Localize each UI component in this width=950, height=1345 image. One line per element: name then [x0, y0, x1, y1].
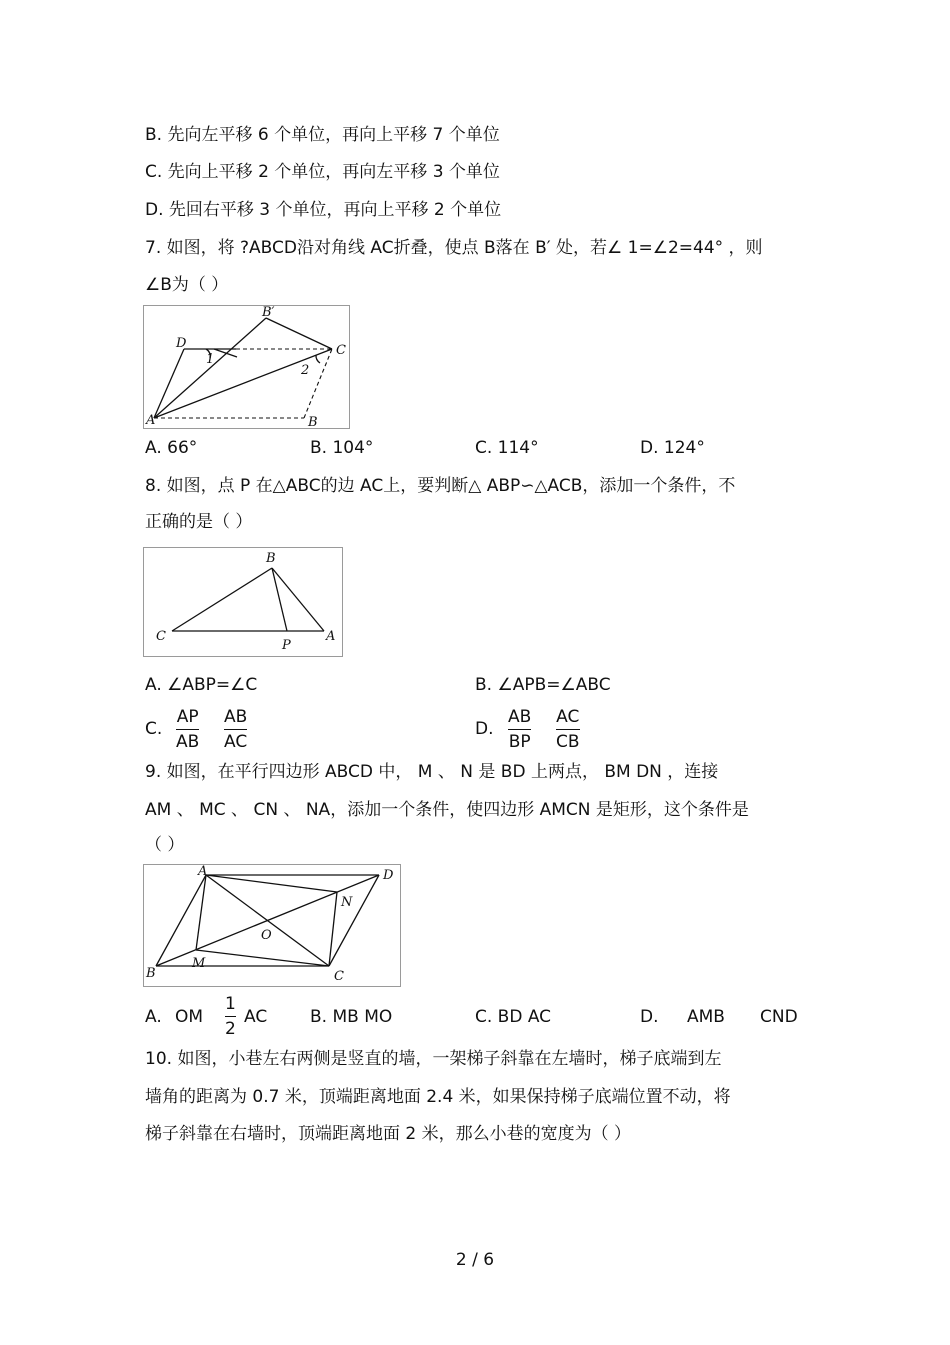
q8-option-a: A. ∠ABP=∠C [145, 675, 258, 695]
q7-label-angle2: 2 [301, 363, 310, 378]
q9-option-d-prefix: D. [640, 1007, 659, 1027]
frac-bar [225, 1016, 236, 1017]
q8-label-c: C [156, 629, 166, 644]
frac-bar [508, 729, 531, 730]
q9-option-d-amb: AMB [687, 1007, 725, 1027]
q7-label-bprime: B′ [262, 306, 275, 320]
q8-option-d-frac1 [508, 707, 531, 752]
q8-option-c-frac2 [224, 707, 247, 752]
option-b-prev: B. 先向左平移 6 个单位，再向上平移 7 个单位 [145, 125, 500, 145]
option-c-prev: C. 先向上平移 2 个单位，再向左平移 3 个单位 [145, 162, 500, 182]
q7-option-a: A. 66° [145, 438, 198, 458]
q8-label-p: P [282, 638, 291, 653]
q8-option-c-prefix: C. [145, 719, 163, 739]
q9-label-d: D [383, 868, 394, 883]
q8-text-line1: 8. 如图，点 P 在△ABC的边 AC上，要判断△ ABP∽△ACB，添加一个条件，不 [145, 476, 736, 496]
q8-option-d-prefix: D. [475, 719, 494, 739]
q10-text-line2: 墙角的距离为 0.7 米，顶端距离地面 2.4 米，如果保持梯子底端位置不动，将 [145, 1087, 731, 1107]
q10-text-line3: 梯子斜靠在右墙时，顶端距离地面 2 米，那么小巷的宽度为（ ） [145, 1124, 632, 1144]
q9-figure [143, 864, 401, 987]
q9-option-a-prefix: A. [145, 1007, 162, 1027]
q7-text-line2: ∠B为（ ） [145, 275, 229, 295]
frac-den: AC [224, 732, 248, 752]
page-number: 2 / 6 [455, 1250, 495, 1270]
frac-num: 1 [225, 994, 236, 1014]
q8-option-b: B. ∠APB=∠ABC [475, 675, 611, 695]
frac-num: AB [508, 707, 532, 727]
q8-label-a: A [326, 629, 336, 644]
q7-option-c: C. 114° [475, 438, 539, 458]
option-d-prev: D. 先回右平移 3 个单位，再向上平移 2 个单位 [145, 200, 502, 220]
frac-den: BP [508, 732, 531, 752]
q9-option-a-ac: AC [244, 1007, 268, 1027]
q7-label-c: C [336, 343, 346, 358]
q7-label-angle1: 1 [206, 352, 215, 367]
frac-den: CB [556, 732, 580, 752]
frac-bar [176, 729, 199, 730]
q9-diagram [144, 865, 400, 986]
q7-label-b: B [308, 415, 318, 428]
q9-option-a-half [225, 994, 236, 1039]
q9-option-c: C. BD AC [475, 1007, 552, 1027]
q8-option-c-frac1 [176, 707, 199, 752]
q9-label-c: C [334, 969, 344, 984]
q7-option-d: D. 124° [640, 438, 705, 458]
frac-num: AP [176, 707, 199, 727]
q9-option-a-om: OM [175, 1007, 204, 1027]
q9-text-line3: （ ） [145, 835, 185, 855]
q8-text-line2: 正确的是（ ） [145, 512, 253, 532]
q8-figure [143, 547, 343, 657]
frac-num: AC [556, 707, 580, 727]
frac-bar [556, 729, 580, 730]
q7-text-line1: 7. 如图，将 ?ABCD沿对角线 AC折叠，使点 B落在 B′ 处，若∠ 1=∠2=44° ，则 [145, 238, 763, 258]
q10-text-line1: 10. 如图，小巷左右两侧是竖直的墙，一架梯子斜靠在左墙时，梯子底端到左 [145, 1049, 722, 1069]
q9-label-o: O [261, 928, 272, 943]
q8-label-b: B [266, 551, 276, 566]
q7-label-d: D [176, 336, 187, 351]
q7-figure [143, 305, 350, 429]
q7-diagram [144, 306, 349, 428]
q9-label-n: N [341, 895, 353, 910]
q8-diagram [144, 548, 342, 656]
q9-text-line2: AM 、 MC 、 CN 、 NA，添加一个条件，使四边形 AMCN 是矩形，这个条件是 [145, 800, 749, 820]
q7-label-a: A [146, 413, 156, 428]
q9-label-m: M [192, 956, 206, 971]
frac-num: AB [224, 707, 248, 727]
q9-text-line1: 9. 如图，在平行四边形 ABCD 中， M 、 N 是 BD 上两点， BM DN ，连接 [145, 762, 719, 782]
q8-option-d-frac2 [556, 707, 580, 752]
frac-den: 2 [225, 1019, 236, 1039]
frac-den: AB [176, 732, 200, 752]
q9-label-a: A [198, 865, 208, 879]
q9-option-d-cnd: CND [760, 1007, 798, 1027]
q9-option-b: B. MB MO [310, 1007, 393, 1027]
q9-label-b: B [146, 966, 156, 981]
q7-option-b: B. 104° [310, 438, 374, 458]
frac-bar [224, 729, 247, 730]
